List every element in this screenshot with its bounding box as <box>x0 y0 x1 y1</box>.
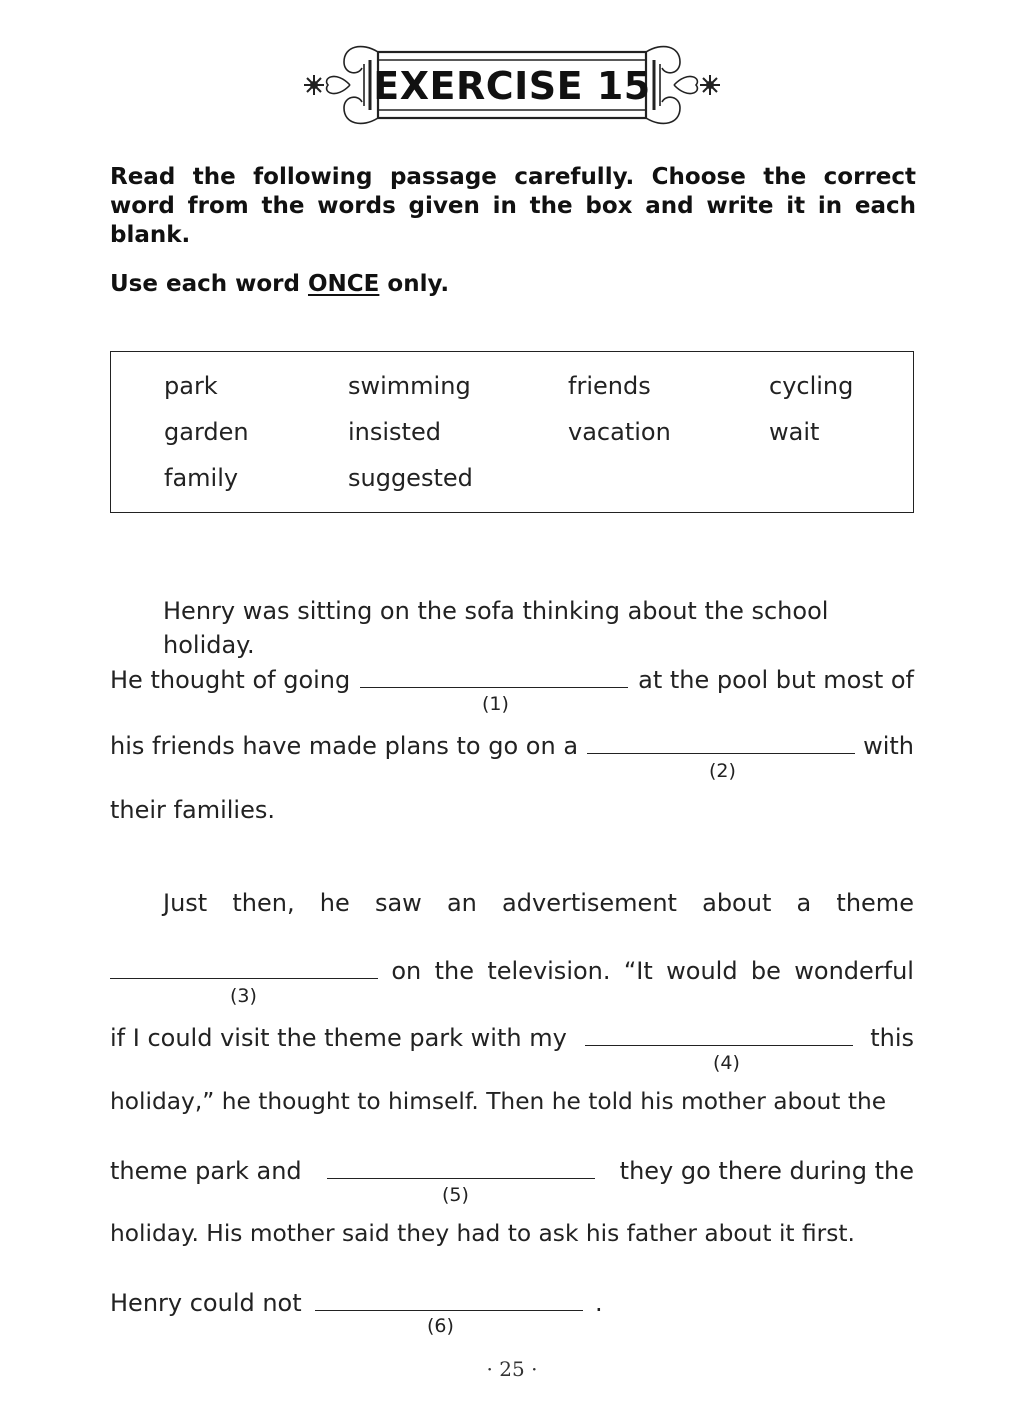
passage-line <box>110 1019 914 1053</box>
passage-line: holiday. His mother said they had to ask his father about it first. <box>110 1220 855 1247</box>
usage-text-pre: Use each word <box>110 271 308 297</box>
passage-word: an <box>446 889 477 917</box>
word-option: swimming <box>348 372 471 400</box>
word-option: garden <box>164 418 249 446</box>
word-option: insisted <box>348 418 441 446</box>
word-box <box>110 351 914 513</box>
passage-line <box>110 1284 914 1318</box>
passage-text: they go there during the <box>619 1157 914 1185</box>
passage-text: this <box>870 1024 914 1052</box>
passage-line <box>110 1152 914 1186</box>
passage-text: if I could visit the theme park with my <box>110 1024 567 1052</box>
word-option: vacation <box>568 418 671 446</box>
answer-blank-6[interactable] <box>315 1284 583 1311</box>
answer-blank-5[interactable] <box>327 1152 595 1179</box>
passage-word: on <box>391 957 422 985</box>
passage-line <box>163 886 914 920</box>
answer-blank-1[interactable] <box>360 661 628 688</box>
answer-blank-2[interactable] <box>587 727 855 754</box>
answer-blank-3[interactable] <box>110 952 378 979</box>
passage-text: He thought of going <box>110 666 351 694</box>
passage-word: theme <box>836 889 914 917</box>
passage-text: . <box>594 1289 603 1317</box>
usage-text-post: only. <box>379 271 450 297</box>
passage-line <box>110 952 914 986</box>
passage-word: about <box>702 889 772 917</box>
title-banner <box>300 40 724 130</box>
passage-line <box>110 727 914 761</box>
blank-number: (1) <box>482 693 509 715</box>
passage-text: Henry could not <box>110 1289 302 1317</box>
blank-number: (5) <box>442 1184 469 1206</box>
answer-blank-4[interactable] <box>585 1019 853 1046</box>
passage-word: a <box>796 889 812 917</box>
passage-line <box>110 661 914 695</box>
passage-word: then, <box>232 889 295 917</box>
word-option: cycling <box>769 372 854 400</box>
passage-word: wonderful <box>794 957 914 985</box>
word-option: suggested <box>348 464 473 492</box>
word-option: park <box>164 372 218 400</box>
instructions-text: Read the following passage carefully. Choose the correct word from the words given in the box and write it in each blank. <box>110 164 916 248</box>
usage-instruction <box>110 270 916 299</box>
passage-text: theme park and <box>110 1157 302 1185</box>
passage-word: television. <box>487 957 611 985</box>
blank-number: (4) <box>713 1052 740 1074</box>
passage-text: at the pool but most of <box>638 666 914 694</box>
passage-line: Henry was sitting on the sofa thinking about the school holiday. <box>163 597 829 659</box>
word-option: wait <box>769 418 820 446</box>
passage-word: Just <box>163 889 208 917</box>
usage-emphasis: ONCE <box>307 271 380 297</box>
passage-word: “It <box>623 957 653 985</box>
passage-line: their families. <box>110 796 275 824</box>
passage-text: with <box>863 732 914 760</box>
blank-number: (6) <box>427 1315 454 1337</box>
blank-number: (2) <box>709 760 736 782</box>
passage-word: advertisement <box>502 889 677 917</box>
exercise-title: EXERCISE 15 <box>373 64 651 108</box>
blank-number: (3) <box>230 985 257 1007</box>
passage-line: holiday,” he thought to himself. Then he told his mother about the <box>110 1088 887 1115</box>
passage-word: would <box>666 957 738 985</box>
passage-word: he <box>319 889 350 917</box>
word-option: family <box>164 464 239 492</box>
passage-word: be <box>750 957 781 985</box>
word-option: friends <box>568 372 651 400</box>
page-number: · 25 · <box>486 1357 538 1381</box>
passage-word: saw <box>374 889 422 917</box>
passage-word: the <box>434 957 474 985</box>
passage-text: his friends have made plans to go on a <box>110 732 579 760</box>
